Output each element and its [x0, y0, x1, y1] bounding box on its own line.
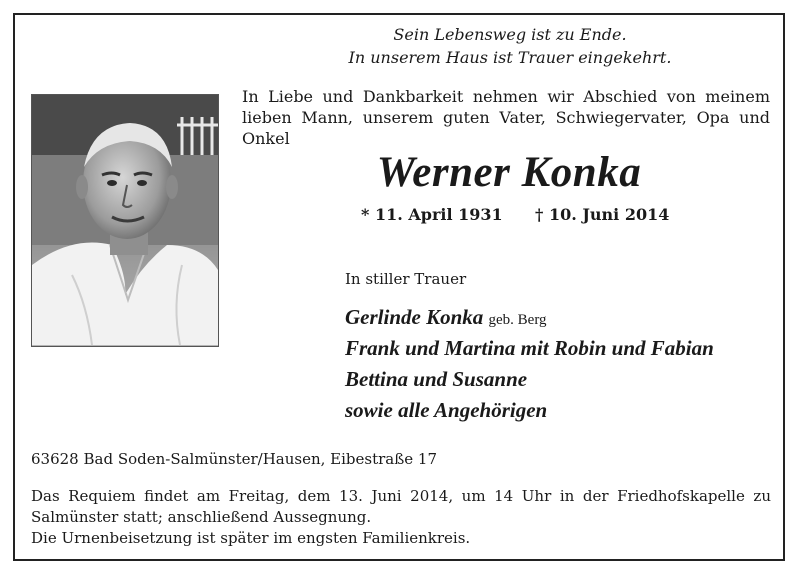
- burial-notice: Die Urnenbeisetzung ist später im engsten Familienkreis.: [31, 529, 471, 547]
- service-notice-line-1: Das Requiem findet am Freitag, dem 13. Juni 2014, um 14 Uhr in der Friedhofskapelle zu: [31, 487, 771, 505]
- mourner-line: [345, 303, 547, 334]
- motto-line-2: In unserem Haus ist Trauer eingekehrt.: [348, 48, 672, 67]
- portrait-photo: [31, 94, 219, 347]
- mourner-line: Bettina und Susanne: [345, 367, 528, 391]
- intro-line-1: In Liebe und Dankbarkeit nehmen wir Abschied von meinem: [242, 87, 770, 106]
- death-date: † 10. Juni 2014: [535, 205, 670, 224]
- mourner-line: Frank und Martina mit Robin und Fabian: [345, 336, 714, 360]
- service-notice-line-2: Salmünster statt; anschließend Aussegnung.: [31, 508, 372, 526]
- mourner-line: sowie alle Angehörigen: [345, 398, 548, 422]
- mourners-heading: In stiller Trauer: [345, 270, 467, 288]
- deceased-name: Werner Konka: [376, 149, 642, 196]
- maiden-name: geb. Berg: [488, 312, 547, 328]
- intro-line-2: lieben Mann, unserem guten Vater, Schwiegervater, Opa und Onkel: [242, 108, 770, 148]
- intro-text: [242, 86, 770, 149]
- mourner-name: Gerlinde Konka: [345, 305, 484, 329]
- birth-date: * 11. April 1931: [361, 205, 503, 224]
- motto-line-1: Sein Lebensweg ist zu Ende.: [393, 25, 627, 44]
- address: 63628 Bad Soden-Salmünster/Hausen, Eibestraße 17: [31, 450, 437, 468]
